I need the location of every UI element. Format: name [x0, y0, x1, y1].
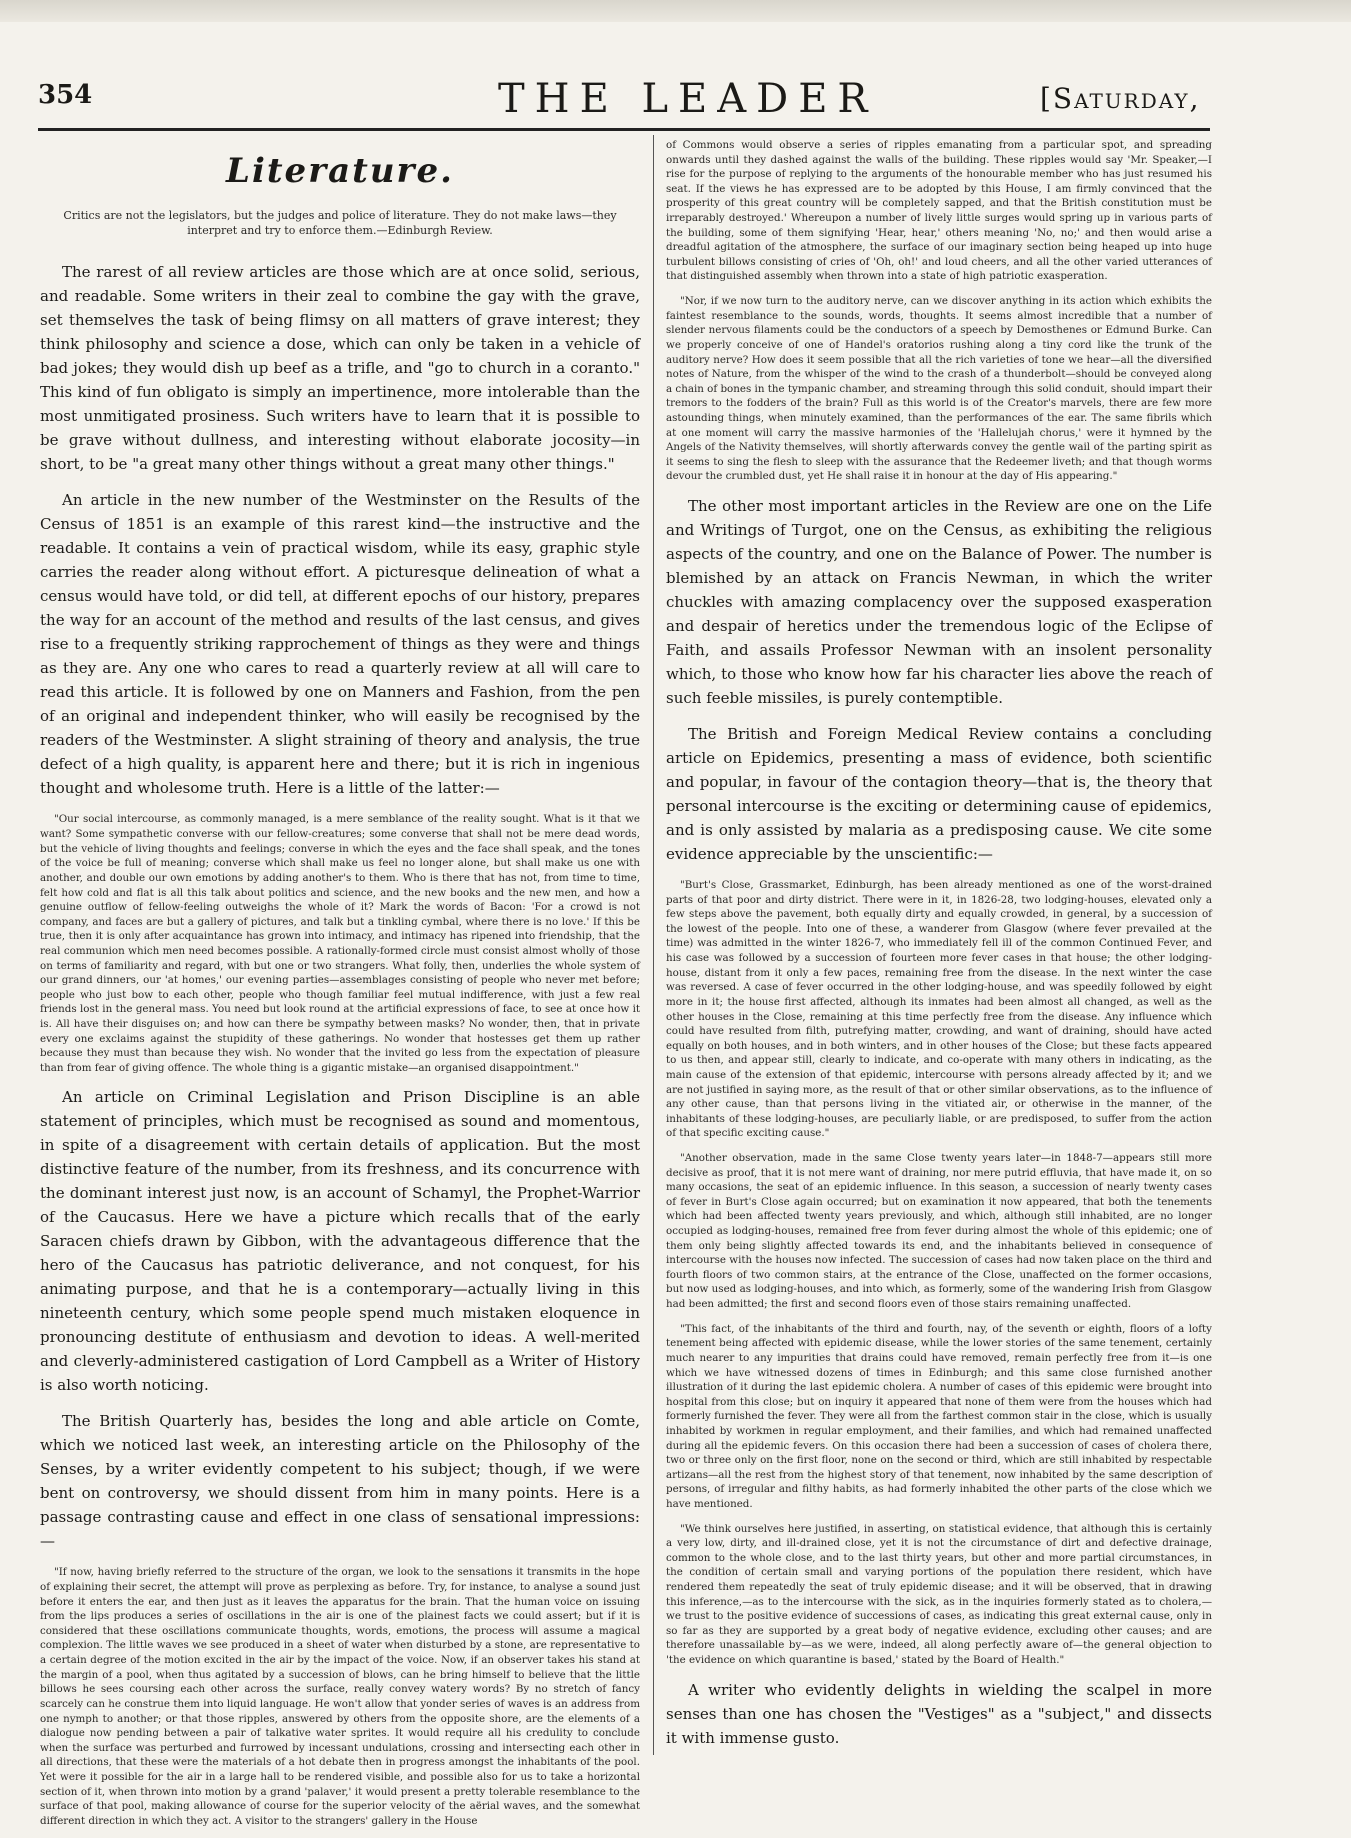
scan-edge — [0, 0, 1351, 22]
paragraph: A writer who evidently delights in wielding the scalpel in more senses than one has chosen the "Vestiges" as a "subject," and dissects it with immense gusto. — [666, 1680, 1212, 1747]
left-column — [40, 138, 640, 1838]
header-rule — [38, 128, 1210, 131]
block-quote: "Our social intercourse, as commonly managed, is a mere semblance of the reality sought. What is it that we want? Some sympathetic converse with our fellow-creatures; some converse that shall not be mere dead words, but the vehicle of living thoughts and feelings; converse in which the eyes and the face shall speak, and the tones of the voice be full of meaning; converse which shall make us feel no longer alone, but shall make us one with another, and double our own emotions by adding another's to them. Who is there that has not, from time to time, felt how cold and flat is all this talk about politics and science, and the new books and the new men, and how a genuine outflow of fellow-feeling outweighs the whole of it? Mark the words of Bacon: 'For a crowd is not company, and faces are but a gallery of pictures, and talk but a tinkling cymbal, where there is no love.' If this be true, then it is only after acquaintance has grown into intimacy, and intimacy has ripened into friendship, that the real communion which men need becomes possible. A rationally-formed circle must consist almost wholly of those on terms of familiarity and regard, with but one or two strangers. What folly, then, underlies the whole system of our grand dinners, our 'at homes,' our evening parties—assemblages consisting of people who never met before; people who just bow to each other, people who though familiar feel mutual indifference, with just a few real friends lost in the general mass. You need but look round at the artificial expressions of face, to see at once how it is. All have their disguises on; and how can there be sympathy between masks? No wonder, then, that in private every one exclaims against the stupidity of these gatherings. No wonder that hostesses get them up rather because they must than because they wish. No wonder that the invited go less from the expectation of pleasure than from fear of giving offence. The whole thing is a gigantic mistake—an organised disappointment." — [40, 813, 640, 1074]
block-quote: "Burt's Close, Grassmarket, Edinburgh, has been already mentioned as one of the worst-drained parts of that poor and dirty district. There were in it, in 1826-28, two lodging-houses, elevated only a few steps above the pavement, both equally dirty and equally crowded, in general, by a succession of the lowest of the people. Into one of these, a wanderer from Glasgow (where fever prevailed at the time) was admitted in the winter 1826-7, who immediately fell ill of the common Continued Fever, and his case was followed by a succession of fourteen more fever cases in that house; the other lodging-house, distant from it only a few paces, remaining free from the disease. In the next winter the case was reversed. A case of fever occurred in the other lodging-house, and was speedily followed by eight more in it; the house first affected, although its inmates had been almost all changed, as well as the other houses in the Close, remaining at this time perfectly free from the disease. Any influence which could have resulted from filth, putrefying matter, crowding, and want of draining, should have acted equally on both houses, and in both winters, and in other houses of the Close; but these facts appeared to us then, and appear still, clearly to indicate, and co-operate with many others in indicating, as the main cause of the extension of that epidemic, intercourse with persons already affected by it; and we are not justified in saying more, as the result of that or other similar observations, as to the influence of any other cause, than that persons living in the vitiated air, or otherwise in the manner, of the inhabitants of these lodging-houses, are peculiarly liable, or are predisposed, to suffer from the action of that specific exciting cause." — [666, 879, 1212, 1140]
masthead: THE LEADER — [498, 76, 878, 122]
issue-day: [Saturday, — [1040, 82, 1201, 115]
column-rule — [653, 135, 654, 1755]
paragraph: The other most important articles in the Review are one on the Life and Writings of Turgot, one on the Census, as exhibiting the religious aspects of the country, and one on the Balance of Power. The number is blemished by an attack on Francis Newman, in which the writer chuckles with amazing complacency over the supposed exasperation and despair of heretics under the tremendous logic of the Eclipse of Faith, and assails Professor Newman with an insolent personality which, to those who know how far his character lies above the reach of such feeble missiles, is purely contemptible. — [666, 497, 1212, 708]
block-quote: "If now, having briefly referred to the structure of the organ, we look to the sensations it transmits in the hope of explaining their secret, the attempt will prove as perplexing as before. Try, for instance, to analyse a sound just before it enters the ear, and then just as it leaves the apparatus for the brain. That the human voice on issuing from the lips produces a series of oscillations in the air is one of the plainest facts we could assert; but if it is considered that these oscillations communicate thoughts, words, emotions, the process will assume a magical complexion. The little waves we see produced in a sheet of water when disturbed by a stone, are representative to a certain degree of the motion excited in the air by the impact of the voice. Now, if an observer takes his stand at the margin of a pool, when thus agitated by a succession of blows, can he bring himself to believe that the little billows he sees coursing each other across the surface, really convey watery words? By no stretch of fancy scarcely can he construe them into liquid language. He won't allow that yonder series of waves is an address from one nymph to another; or that those ripples, answered by others from the opposite shore, are the elements of a dialogue now pending between a pair of talkative water sprites. It would require all his credulity to conclude when the surface was perturbed and furrowed by incessant undulations, crossing and intersecting each other in all directions, that these were the materials of a hot debate then in progress amongst the inhabitants of the pool. Yet were it possible for the air in a large hall to be rendered visible, and possible also for us to take a horizontal section of it, when thrown into motion by a grand 'palaver,' it would present a pretty tolerable resemblance to the surface of that pool, making allowance of course for the superior velocity of the aërial waves, and the somewhat different direction in which they act. A visitor to the strangers' gallery in the House — [40, 1566, 640, 1827]
paragraph: The rarest of all review articles are those which are at once solid, serious, and readable. Some writers in their zeal to combine the gay with the grave, set themselves the task of being flimsy on all matters of grave interest; they think philosophy and science a dose, which can only be taken in a vehicle of bad jokes; they would dish up beef as a trifle, and "go to church in a coranto." This kind of fun obligato is simply an impertinence, more intolerable than the most unmitigated prosiness. Such writers have to learn that it is possible to be grave without dullness, and interesting without elaborate jocosity—in short, to be "a great many other things without a great many other things." — [40, 263, 640, 474]
epigraph: Critics are not the legislators, but the judges and police of literature. They do not make laws—they interpret and try to enforce them.—Edinburgh Review. — [63, 208, 617, 238]
right-column — [666, 138, 1212, 1762]
block-quote: "Nor, if we now turn to the auditory nerve, can we discover anything in its action which exhibits the faintest resemblance to the sounds, words, thoughts. It seems almost incredible that a number of slender nervous filaments could be the conductors of a speech by Demosthenes or Edmund Burke. Can we properly conceive of one of Handel's oratorios rushing along a tiny cord like the trunk of the auditory nerve? How does it seem possible that all the rich varieties of tone we hear—all the diversified notes of Nature, from the whisper of the wind to the crash of a thunderbolt—should be conveyed along a chain of bones in the tympanic chamber, and streaming through this solid conduit, should impart their tremors to the fodders of the brain? Full as this world is of the Creator's marvels, there are few more astounding things, when minutely examined, than the performances of the ear. The same fibrils which at one moment will carry the massive harmonies of the 'Hallelujah chorus,' were it hymned by the Angels of the Nativity themselves, will shortly afterwards convey the gentle wail of the parting spirit as it seems to sing the flesh to sleep with the assurance that the Redeemer liveth; and that though worms devour the crumbled dust, yet He shall raise it in honour at the day of His appearing." — [666, 295, 1212, 483]
paragraph: The British and Foreign Medical Review contains a concluding article on Epidemics, presenting a mass of evidence, both scientific and popular, in favour of the contagion theory—that is, the theory that personal intercourse is the exciting or determining cause of epidemics, and is only assisted by malaria as a predisposing cause. We cite some evidence appreciable by the unscientific:— — [666, 725, 1212, 864]
block-quote: of Commons would observe a series of ripples emanating from a particular spot, and spreading onwards until they dashed against the walls of the building. These ripples would say 'Mr. Speaker,—I rise for the purpose of replying to the arguments of the honourable member who has just resumed his seat. If the views he has expressed are to be adopted by this House, I am firmly convinced that the prosperity of this great country will be completely sapped, and that the British constitution must be irreparably destroyed.' Whereupon a number of lively little surges would spring up in various parts of the building, some of them signifying 'Hear, hear,' others meaning 'No, no;' and then would arise a dreadful agitation of the atmosphere, the surface of our imaginary section being heaped up into huge turbulent billows consisting of cries of 'Oh, oh!' and loud cheers, and all the other varied utterances of that distinguished assembly when thrown into a state of high patriotic exasperation. — [666, 139, 1212, 283]
section-title: Literature. — [226, 151, 454, 191]
page-header — [28, 76, 1228, 120]
block-quote: "We think ourselves here justified, in asserting, on statistical evidence, that although this is certainly a very low, dirty, and ill-drained close, yet it is not the circumstance of dirt and defective drainage, common to the whole close, and to the last thirty years, but other and more partial circumstances, in the condition of certain small and varying portions of the population there resident, which have rendered them repeatedly the seat of truly epidemic disease; and it will be observed, that in drawing this inference,—as to the intercourse with the sick, as in the inquiries formerly stated as to cholera,—we trust to the positive evidence of successions of cases, as indicating this great external cause, only in so far as they are supported by a great body of negative evidence, excluding other causes; and are therefore unassailable by—as we were, indeed, all along perfectly aware of—the general objection to 'the evidence on which quarantine is based,' stated by the Board of Health." — [666, 1522, 1212, 1667]
page-number: 354 — [38, 80, 93, 110]
paragraph: The British Quarterly has, besides the long and able article on Comte, which we noticed last week, an interesting article on the Philosophy of the Senses, by a writer evidently competent to his subject; though, if we were bent on controversy, we should dissent from him in many points. Here is a passage contrasting cause and effect in one class of sensational impressions:— — [40, 1412, 640, 1551]
paragraph: An article in the new number of the Westminster on the Results of the Census of 1851 is an example of this rarest kind—the instructive and the readable. It contains a vein of practical wisdom, while its easy, graphic style carries the reader along without effort. A picturesque delineation of what a census would have told, or did tell, at different epochs of our history, prepares the way for an account of the method and results of the last census, and gives rise to a frequently striking rapprochement of things as they were and things as they are. Any one who cares to read a quarterly review at all will care to read this article. It is followed by one on Manners and Fashion, from the pen of an original and independent thinker, who will easily be recognised by the readers of the Westminster. A slight straining of theory and analysis, the true defect of a high quality, is apparent here and there; but it is rich in ingenious thought and wholesome truth. Here is a little of the latter:— — [40, 491, 640, 798]
paragraph: An article on Criminal Legislation and Prison Discipline is an able statement of principles, which must be recognised as sound and momentous, in spite of a disagreement with certain details of application. But the most distinctive feature of the number, from its freshness, and its concurrence with the dominant interest just now, is an account of Schamyl, the Prophet-Warrior of the Caucasus. Here we have a picture which recalls that of the early Saracen chiefs drawn by Gibbon, with the advantageous difference that the hero of the Caucasus has patriotic deliverance, and not conquest, for his animating purpose, and that he is a contemporary—actually living in this nineteenth century, which some people spend much mistaken eloquence in pronouncing destitute of enthusiasm and devotion to ideas. A well-merited and cleverly-administered castigation of Lord Campbell as a Writer of History is also worth noticing. — [40, 1088, 640, 1395]
block-quote: "This fact, of the inhabitants of the third and fourth, nay, of the seventh or eighth, floors of a lofty tenement being affected with epidemic disease, while the lower stories of the same tenement, certainly much nearer to any impurities that drains could have removed, remain perfectly free from it—is one which we have witnessed dozens of times in Edinburgh; and this same close furnished another illustration of it during the last epidemic cholera. A number of cases of this epidemic were brought into hospital from this close; but on inquiry it appeared that none of them were from the houses which had formerly furnished the fever. They were all from the farthest common stair in the close, which is usually inhabited by workmen in regular employment, and their families, and which had remained unaffected during all the epidemic fevers. On this occasion there had been a succession of cases of cholera there, two or three only on the first floor, none on the second or third, which are still inhabited by respectable artizans—all the rest from the highest story of that tenement, now inhabited by the same description of persons, of irregular and filthy habits, as had formerly inhabited the other parts of the close which we have mentioned. — [666, 1322, 1212, 1510]
block-quote: "Another observation, made in the same Close twenty years later—in 1848-7—appears still more decisive as proof, that it is not mere want of draining, nor mere putrid effluvia, that have made it, on so many occasions, the seat of an epidemic influence. In this season, a succession of nearly twenty cases of fever in Burt's Close again occurred; but on examination it now appeared, that both the tenements which had been affected twenty years previously, and which, although still inhabited, are no longer occupied as lodging-houses, remained free from fever during almost the whole of this epidemic; one of them only being slightly affected towards its end, and the inhabitants believed in consequence of intercourse with the houses now infected. The succession of cases had now taken place on the third and fourth floors of two common stairs, at the entrance of the Close, unaffected on the former occasions, but now used as lodging-houses, and into which, as formerly, some of the wandering Irish from Glasgow had been admitted; the first and second floors even of those stairs remaining unaffected. — [666, 1151, 1212, 1311]
